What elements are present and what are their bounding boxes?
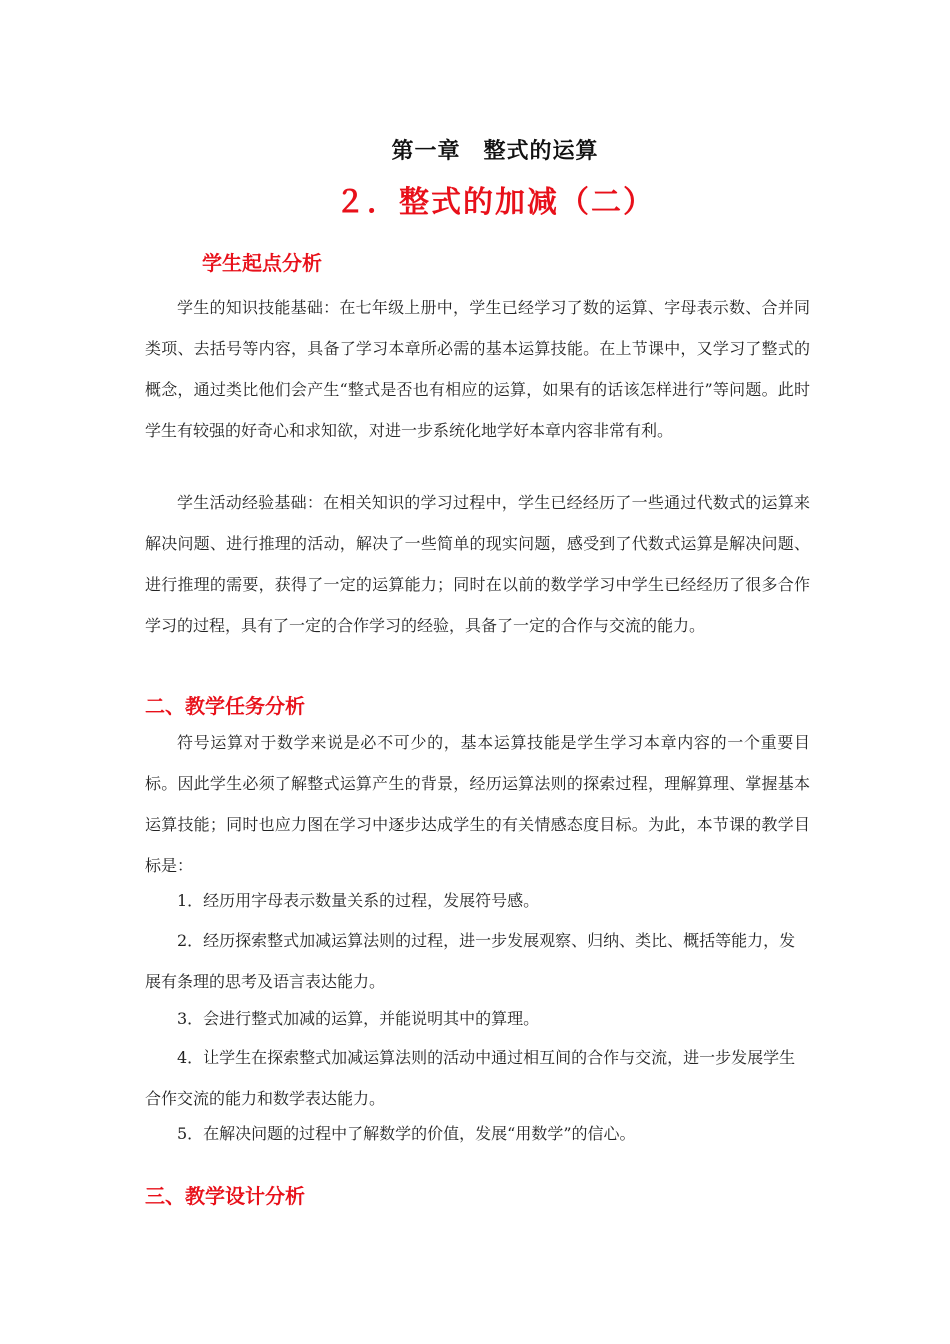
objective-item-2: 2．经历探索整式加减运算法则的过程，进一步发展观察、归纳、类比、概括等能力，发展有条理的思考及语言表达能力。 <box>145 931 796 991</box>
task-analysis-heading: 二、教学任务分析 <box>145 694 305 718</box>
lesson-title: ２．整式的加减（二） <box>335 185 655 220</box>
student-knowledge-paragraph: 学生的知识技能基础：在七年级上册中，学生已经学习了数的运算、字母表示数、合并同类项、去括号等内容，具备了学习本章所必需的基本运算技能。在上节课中，又学习了整式的概念，通过类比他们会产生“整式是否也有相应的运算，如果有的话该怎样进行”等问题。此时学生有较强的好奇心和求知欲，对进一步系统化地学好本章内容非常有利。 <box>145 298 810 440</box>
objective-item-4: 4．让学生在探索整式加减运算法则的活动中通过相互间的合作与交流，进一步发展学生合作交流的能力和数学表达能力。 <box>145 1048 796 1108</box>
objective-item-5: 5．在解决问题的过程中了解数学的价值，发展“用数学”的信心。 <box>177 1124 636 1143</box>
task-analysis-paragraph: 符号运算对于数学来说是必不可少的，基本运算技能是学生学习本章内容的一个重要目标。因此学生必须了解整式运算产生的背景，经历运算法则的探索过程，理解算理、掌握基本运算技能；同时也应力图在学习中逐步达成学生的有关情感态度目标。为此，本节课的教学目标是： <box>145 733 810 875</box>
objective-item-3: 3．会进行整式加减的运算，并能说明其中的算理。 <box>177 1009 540 1028</box>
student-experience-paragraph: 学生活动经验基础：在相关知识的学习过程中，学生已经经历了一些通过代数式的运算来解决问题、进行推理的活动，解决了一些简单的现实问题，感受到了代数式运算是解决问题、进行推理的需要，获得了一定的运算能力；同时在以前的数学学习中学生已经经历了很多合作学习的过程，具有了一定的合作学习的经验，具备了一定的合作与交流的能力。 <box>145 493 810 635</box>
objective-item-1: 1．经历用字母表示数量关系的过程，发展符号感。 <box>177 891 540 910</box>
chapter-heading: 第一章 整式的运算 <box>391 138 599 164</box>
student-analysis-heading: 学生起点分析 <box>202 251 322 275</box>
design-analysis-heading: 三、教学设计分析 <box>145 1184 305 1208</box>
